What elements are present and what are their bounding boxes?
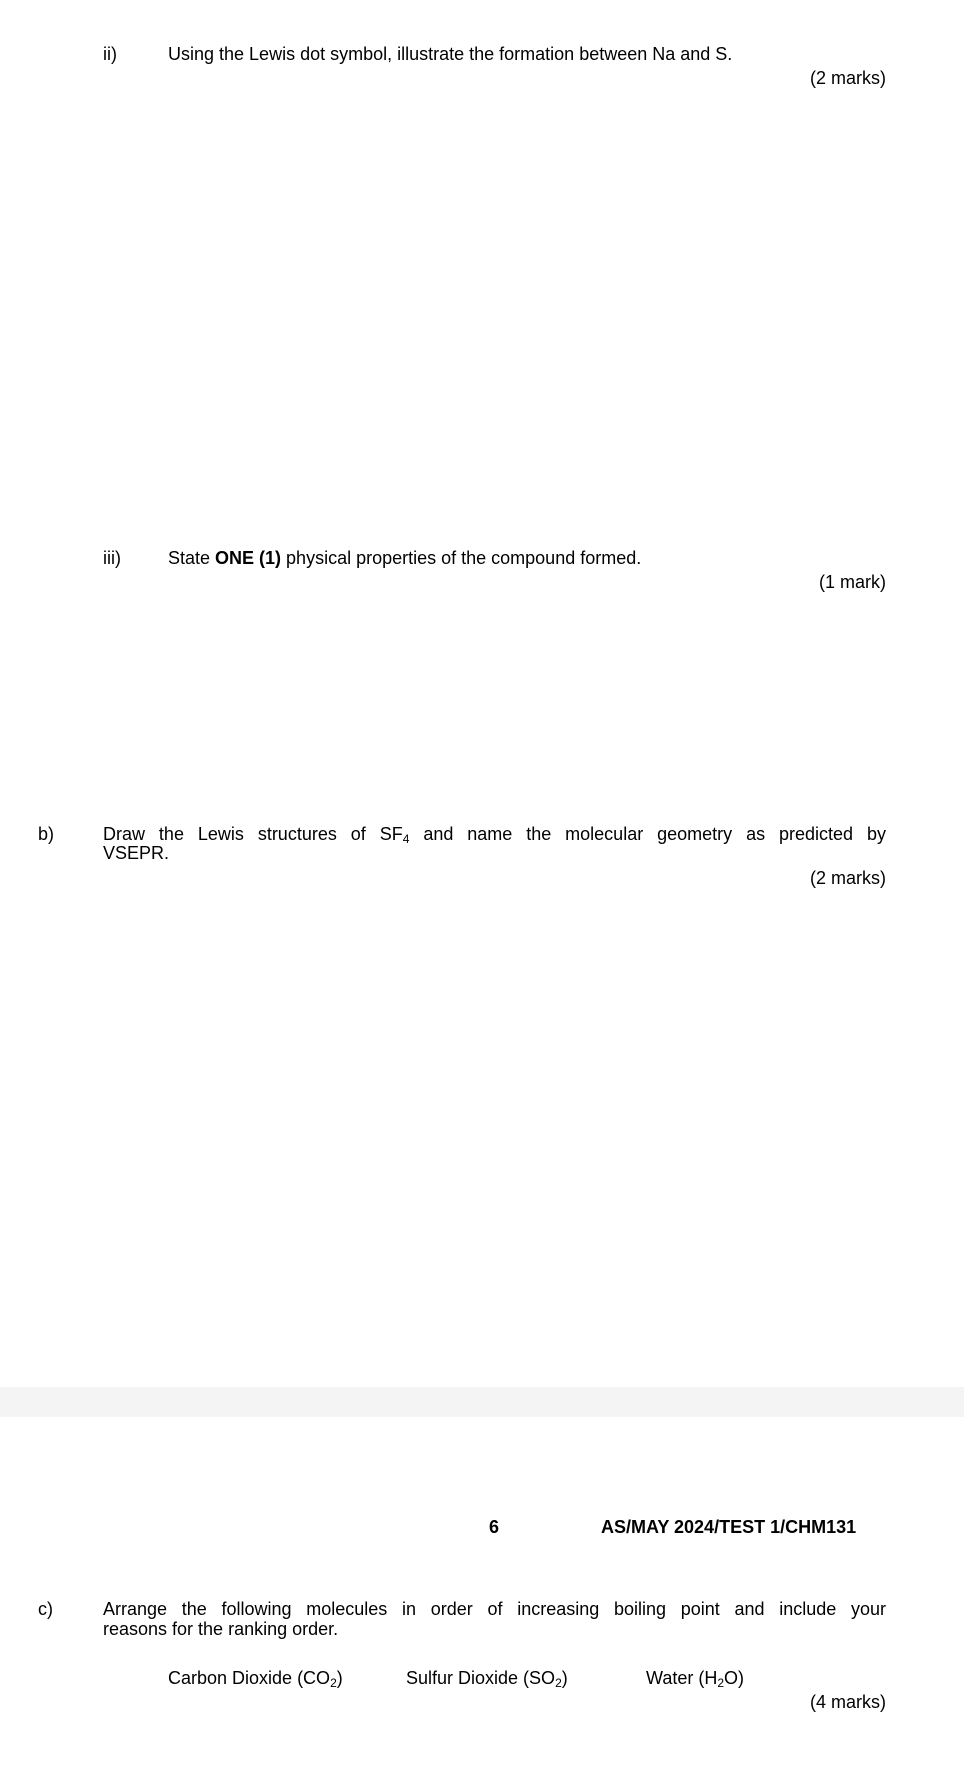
molecule-item bbox=[168, 1668, 343, 1689]
question-text-part: and name the molecular geometry as predicted by bbox=[409, 824, 886, 844]
marks-label: (2 marks) bbox=[810, 68, 886, 88]
molecule-item bbox=[406, 1668, 568, 1689]
page-number: 6 bbox=[489, 1517, 500, 1537]
subscript: 4 bbox=[402, 832, 410, 846]
question-text-line2: VSEPR. bbox=[103, 843, 170, 863]
molecule-close: ) bbox=[561, 1668, 568, 1688]
molecule-close: O) bbox=[724, 1668, 745, 1688]
question-number: iii) bbox=[103, 548, 121, 568]
subscript: 2 bbox=[717, 1676, 725, 1690]
molecule-name: Sulfur Dioxide (SO bbox=[406, 1668, 556, 1688]
question-text-part: Draw the Lewis structures of SF bbox=[103, 824, 403, 844]
question-text-line2: reasons for the ranking order. bbox=[103, 1619, 339, 1639]
marks-label: (1 mark) bbox=[819, 572, 886, 592]
molecule-name: Water (H bbox=[646, 1668, 718, 1688]
page-break bbox=[0, 1387, 964, 1417]
exam-code: AS/MAY 2024/TEST 1/CHM131 bbox=[601, 1517, 857, 1537]
question-text: Arrange the following molecules in order of increasing boiling point and include your bbox=[103, 1599, 886, 1619]
question-text-part: State bbox=[168, 548, 216, 568]
question-number: c) bbox=[38, 1599, 53, 1619]
subscript: 2 bbox=[555, 1676, 562, 1690]
question-text bbox=[103, 824, 886, 845]
question-text: Using the Lewis dot symbol, illustrate the formation between Na and S. bbox=[168, 44, 733, 64]
question-text-bold: ONE (1) bbox=[215, 548, 282, 568]
marks-label: (2 marks) bbox=[810, 868, 886, 888]
molecule-name: Carbon Dioxide (CO bbox=[168, 1668, 331, 1688]
molecule-close: ) bbox=[336, 1668, 343, 1688]
subscript: 2 bbox=[330, 1676, 337, 1690]
question-number: ii) bbox=[103, 44, 117, 64]
marks-label: (4 marks) bbox=[810, 1692, 886, 1712]
question-number: b) bbox=[38, 824, 55, 844]
question-text-part: physical properties of the compound formed. bbox=[281, 548, 642, 568]
question-text bbox=[168, 548, 641, 569]
molecule-item bbox=[646, 1668, 744, 1689]
